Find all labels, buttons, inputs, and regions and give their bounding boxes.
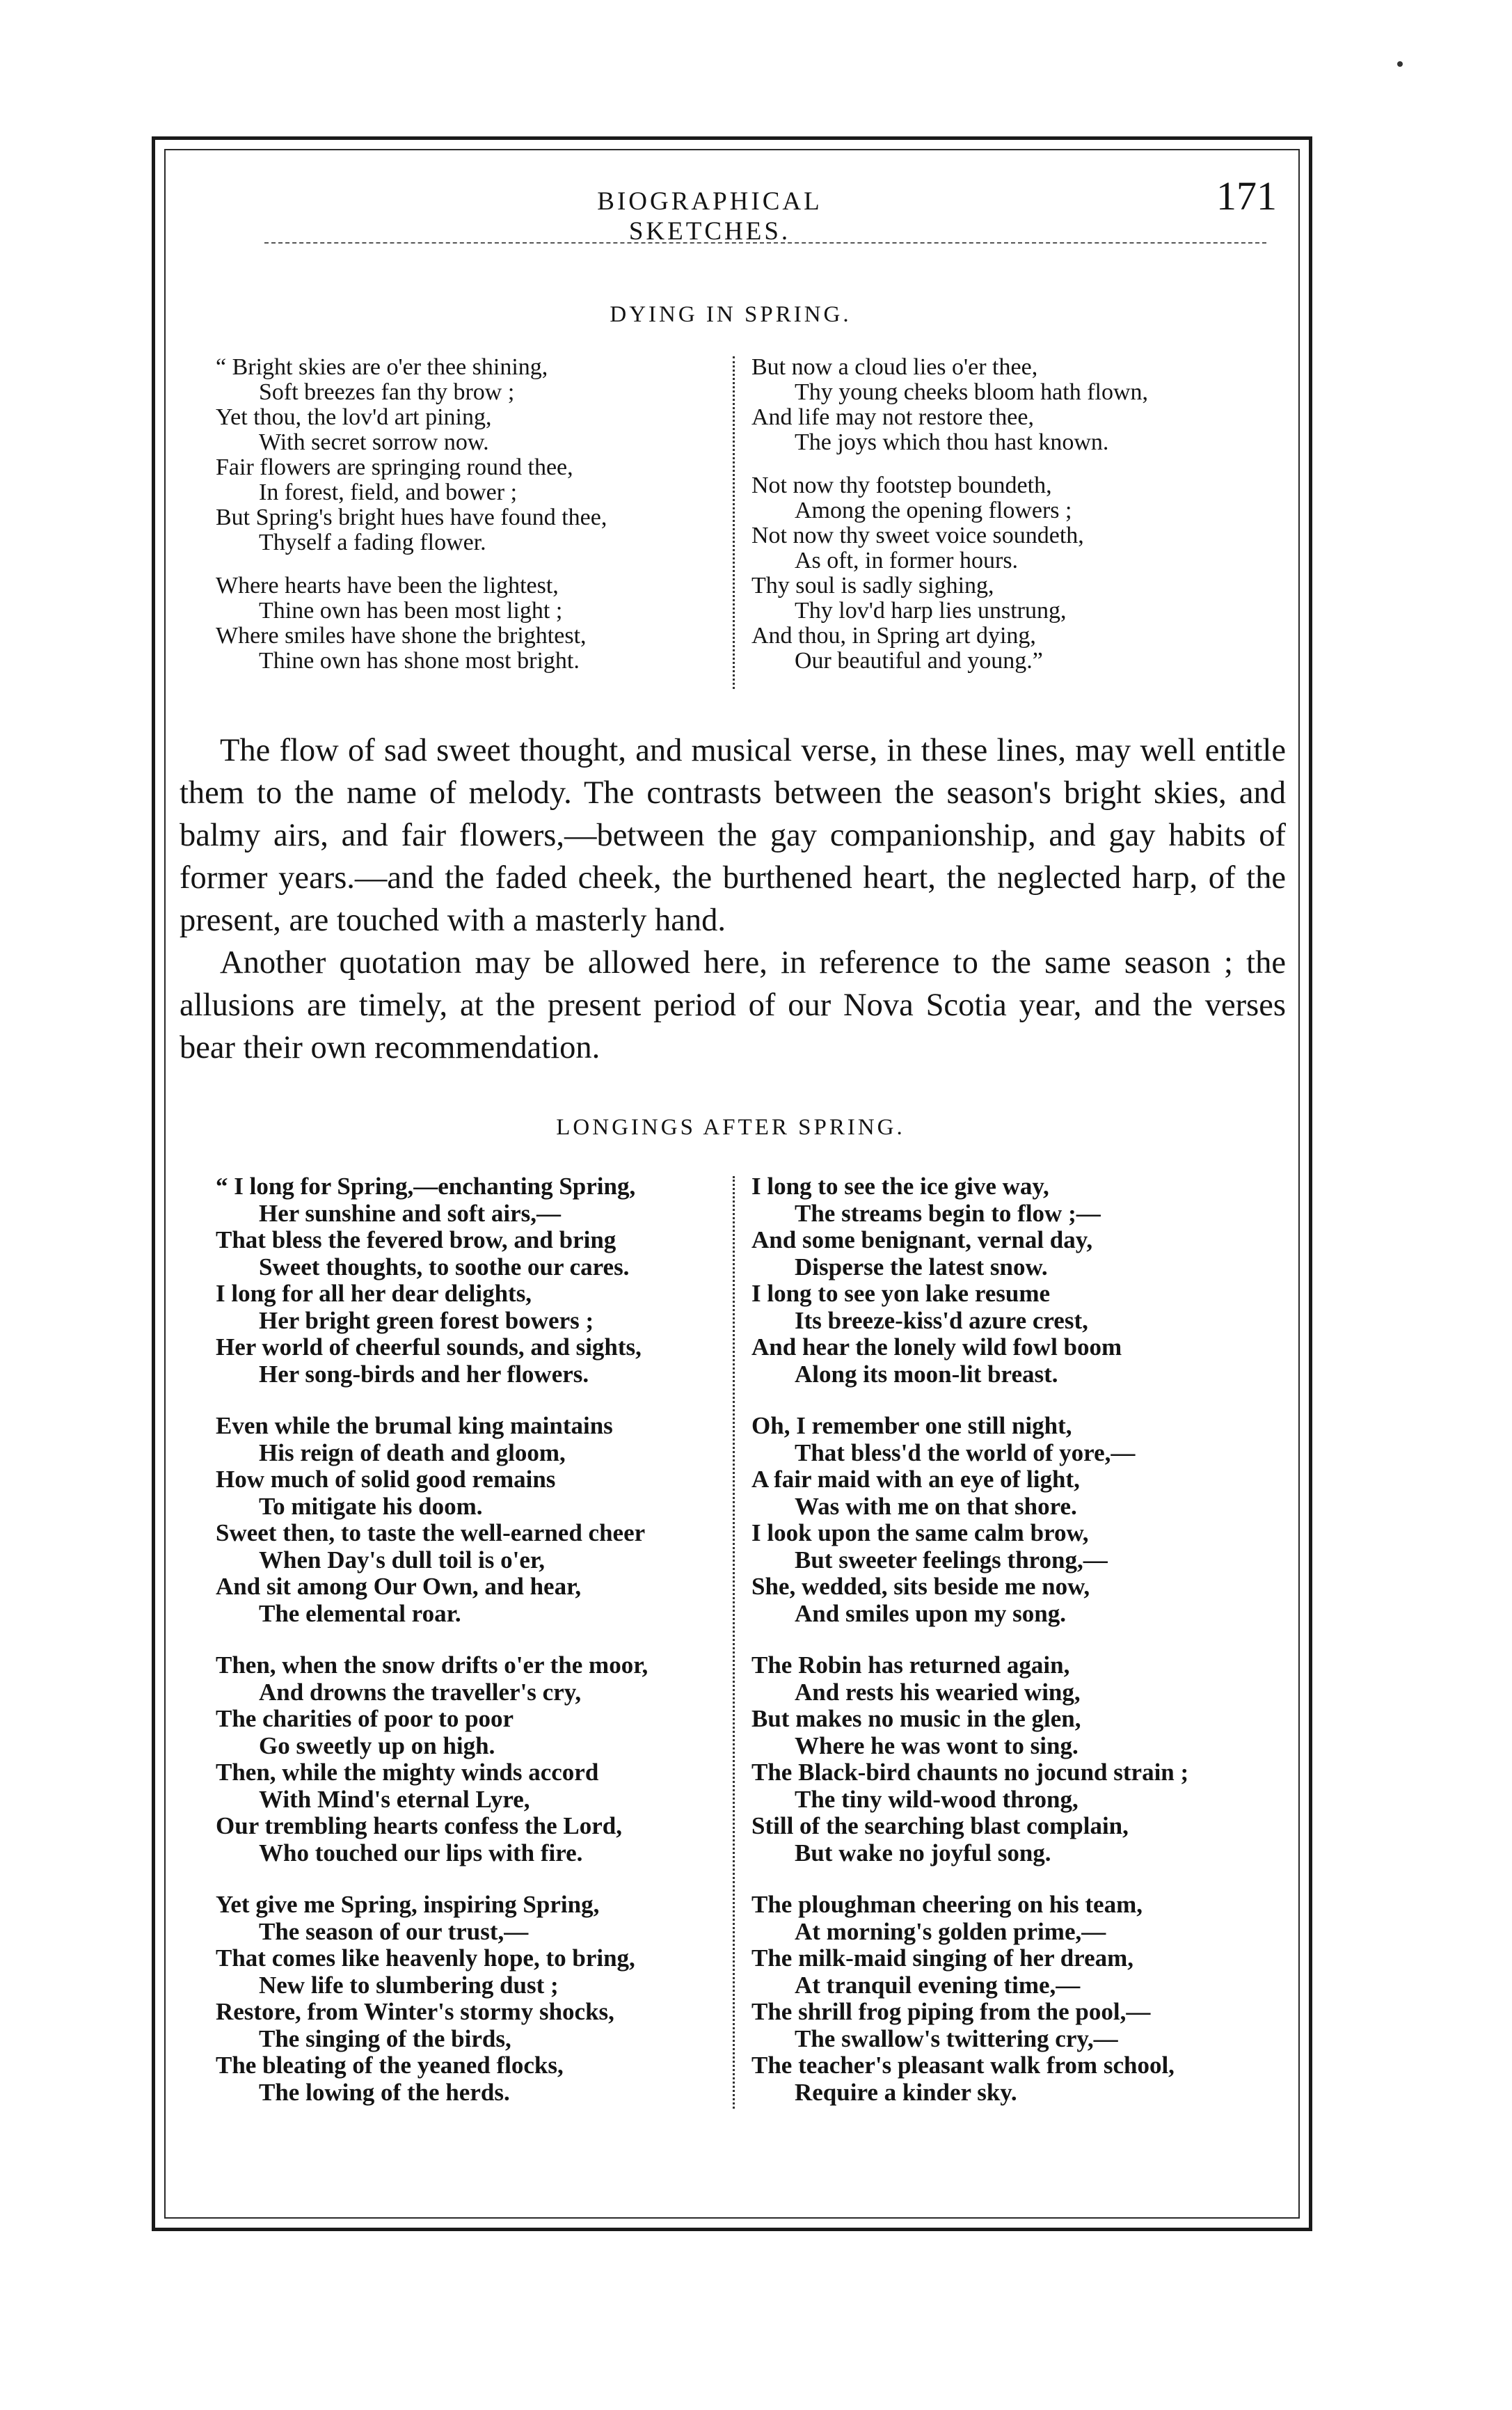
verse-line: The Robin has returned again,: [751, 1651, 1070, 1679]
stanza: [216, 355, 607, 555]
verse-line: Among the opening flowers ;: [795, 498, 1072, 523]
verse-line: The charities of poor to poor: [216, 1705, 514, 1732]
verse-line: That bless'd the world of yore,—: [795, 1438, 1136, 1466]
verse-line: Along its moon-lit breast.: [795, 1360, 1058, 1388]
verse-line: Thyself a fading flower.: [259, 530, 486, 555]
verse-line: The bleating of the yeaned flocks,: [216, 2052, 564, 2079]
verse-line: Was with me on that shore.: [795, 1492, 1077, 1520]
verse-line: How much of solid good remains: [216, 1466, 556, 1493]
verse-line: Oh, I remember one still night,: [751, 1412, 1072, 1439]
verse-line: The tiny wild-wood throng,: [795, 1785, 1079, 1813]
stanza: [751, 1652, 1188, 1866]
verse-line: A fair maid with an eye of light,: [751, 1466, 1080, 1493]
verse-line: She, wedded, sits beside me now,: [751, 1573, 1090, 1600]
stanza: [216, 1173, 648, 1388]
verse-line: That bless the fevered brow, and bring: [216, 1226, 616, 1253]
poem1-right-column: [751, 355, 1148, 692]
verse-line: I look upon the same calm brow,: [751, 1519, 1089, 1546]
page-number: 171: [1216, 173, 1277, 219]
running-head: BIOGRAPHICAL SKETCHES.: [597, 187, 822, 246]
verse-line: The singing of the birds,: [259, 2024, 511, 2052]
verse-line: Then, when the snow drifts o'er the moor,: [216, 1651, 648, 1679]
verse-line: But makes no music in the glen,: [751, 1705, 1081, 1732]
poem1-column-divider: [733, 356, 735, 689]
verse-line: Where he was wont to sing.: [795, 1731, 1079, 1759]
verse-line: Go sweetly up on high.: [259, 1731, 495, 1759]
verse-line: That comes like heavenly hope, to bring,: [216, 1944, 635, 1972]
verse-line: With secret sorrow now.: [259, 429, 489, 455]
verse-line: Not now thy sweet voice soundeth,: [751, 523, 1084, 548]
verse-line: Require a kinder sky.: [795, 2078, 1017, 2106]
stanza: [216, 1413, 648, 1627]
verse-line: Yet thou, the lov'd art pining,: [216, 404, 492, 430]
verse-line: Then, while the mighty winds accord: [216, 1759, 599, 1786]
stanza: [216, 1892, 648, 2106]
stanza: [751, 1173, 1188, 1388]
verse-line: The milk-maid singing of her dream,: [751, 1944, 1134, 1972]
verse-line: And some benignant, vernal day,: [751, 1226, 1093, 1253]
verse-line: The joys which thou hast known.: [795, 429, 1109, 455]
verse-line: But now a cloud lies o'er thee,: [751, 354, 1038, 380]
verse-line: The swallow's twittering cry,—: [795, 2024, 1118, 2052]
verse-line: At morning's golden prime,—: [795, 1917, 1106, 1945]
verse-line: The ploughman cheering on his team,: [751, 1891, 1143, 1918]
verse-line: Yet give me Spring, inspiring Spring,: [216, 1891, 600, 1918]
verse-line: As oft, in former hours.: [795, 548, 1019, 573]
verse-line: And smiles upon my song.: [795, 1599, 1066, 1627]
verse-line: The teacher's pleasant walk from school,: [751, 2052, 1175, 2079]
verse-line: Its breeze-kiss'd azure crest,: [795, 1306, 1088, 1334]
verse-line: Her world of cheerful sounds, and sights,: [216, 1333, 642, 1361]
verse-line: The shrill frog piping from the pool,—: [751, 1998, 1151, 2025]
verse-line: And life may not restore thee,: [751, 404, 1034, 430]
verse-line: Sweet thoughts, to soothe our cares.: [259, 1253, 630, 1281]
paragraph: The flow of sad sweet thought, and musical verse, in these lines, may well entitle them to the name of melody. The contrasts between the season's bright skies, and balmy airs, and fair flowers,—between the gay companionship, and gay habits of former years.—and the faded cheek, the burthened heart, the neglected harp, of the present, are touched with a masterly hand.: [180, 733, 1286, 938]
verse-line: And rests his wearied wing,: [795, 1678, 1081, 1706]
verse-line: Thy young cheeks bloom hath flown,: [795, 379, 1149, 405]
stanza: [751, 473, 1148, 674]
poem2-column-divider: [733, 1176, 735, 2109]
stanza: [751, 355, 1148, 455]
verse-line: And sit among Our Own, and hear,: [216, 1573, 582, 1600]
verse-line: Her song-birds and her flowers.: [259, 1360, 589, 1388]
verse-line: Even while the brumal king maintains: [216, 1412, 613, 1439]
verse-line: And thou, in Spring art dying,: [751, 623, 1036, 649]
poem-title-longings-after-spring: LONGINGS AFTER SPRING.: [556, 1115, 905, 1140]
body-text: [180, 729, 1286, 1069]
stanza: [751, 1413, 1188, 1627]
verse-line: Where hearts have been the lightest,: [216, 573, 559, 598]
verse-line: “ Bright skies are o'er thee shining,: [216, 354, 548, 380]
verse-line: Thine own has been most light ;: [259, 598, 563, 624]
verse-line: Thy soul is sadly sighing,: [751, 573, 994, 598]
verse-line: Where smiles have shone the brightest,: [216, 623, 587, 649]
stanza: [216, 1652, 648, 1866]
verse-line: I long to see yon lake resume: [751, 1280, 1051, 1307]
verse-line: “ I long for Spring,—enchanting Spring,: [216, 1173, 636, 1200]
verse-line: Fair flowers are springing round thee,: [216, 454, 573, 480]
verse-line: Our trembling hearts confess the Lord,: [216, 1812, 622, 1839]
poem2-left-column: [216, 1173, 648, 2131]
ink-speck: [1397, 61, 1403, 67]
verse-line: Disperse the latest snow.: [795, 1253, 1048, 1281]
verse-line: And hear the lonely wild fowl boom: [751, 1333, 1122, 1361]
verse-line: The elemental roar.: [259, 1599, 461, 1627]
poem2-right-column: [751, 1173, 1188, 2131]
verse-line: Not now thy footstep boundeth,: [751, 473, 1052, 498]
verse-line: I long to see the ice give way,: [751, 1173, 1049, 1200]
verse-line: Her sunshine and soft airs,—: [259, 1199, 562, 1227]
verse-line: I long for all her dear delights,: [216, 1280, 532, 1307]
verse-line: The lowing of the herds.: [259, 2078, 510, 2106]
verse-line: The streams begin to flow ;—: [795, 1199, 1101, 1227]
verse-line: When Day's dull toil is o'er,: [259, 1546, 545, 1573]
stanza: [216, 573, 607, 674]
header-rule: [264, 242, 1266, 244]
verse-line: In forest, field, and bower ;: [259, 479, 518, 505]
verse-line: Still of the searching blast complain,: [751, 1812, 1129, 1839]
verse-line: New life to slumbering dust ;: [259, 1971, 559, 1999]
verse-line: Thine own has shone most bright.: [259, 648, 580, 674]
stanza: [751, 1892, 1188, 2106]
verse-line: The season of our trust,—: [259, 1917, 529, 1945]
verse-line: Soft breezes fan thy brow ;: [259, 379, 515, 405]
verse-line: Our beautiful and young.”: [795, 648, 1043, 674]
verse-line: Thy lov'd harp lies unstrung,: [795, 598, 1067, 624]
verse-line: And drowns the traveller's cry,: [259, 1678, 582, 1706]
verse-line: But sweeter feelings throng,—: [795, 1546, 1108, 1573]
verse-line: Restore, from Winter's stormy shocks,: [216, 1998, 614, 2025]
poem1-left-column: [216, 355, 607, 692]
verse-line: The Black-bird chaunts no jocund strain ;: [751, 1759, 1189, 1786]
verse-line: With Mind's eternal Lyre,: [259, 1785, 530, 1813]
verse-line: Who touched our lips with fire.: [259, 1839, 583, 1866]
poem-title-dying-in-spring: DYING IN SPRING.: [610, 302, 852, 327]
verse-line: But wake no joyful song.: [795, 1839, 1051, 1866]
verse-line: At tranquil evening time,—: [795, 1971, 1081, 1999]
paragraph: Another quotation may be allowed here, in reference to the same season ; the allusions are timely, at the present period of our Nova Scotia year, and the verses bear their own recommendation.: [180, 945, 1286, 1065]
verse-line: Her bright green forest bowers ;: [259, 1306, 594, 1334]
verse-line: But Spring's bright hues have found thee,: [216, 505, 607, 530]
verse-line: Sweet then, to taste the well-earned cheer: [216, 1519, 646, 1546]
verse-line: His reign of death and gloom,: [259, 1438, 566, 1466]
verse-line: To mitigate his doom.: [259, 1492, 483, 1520]
